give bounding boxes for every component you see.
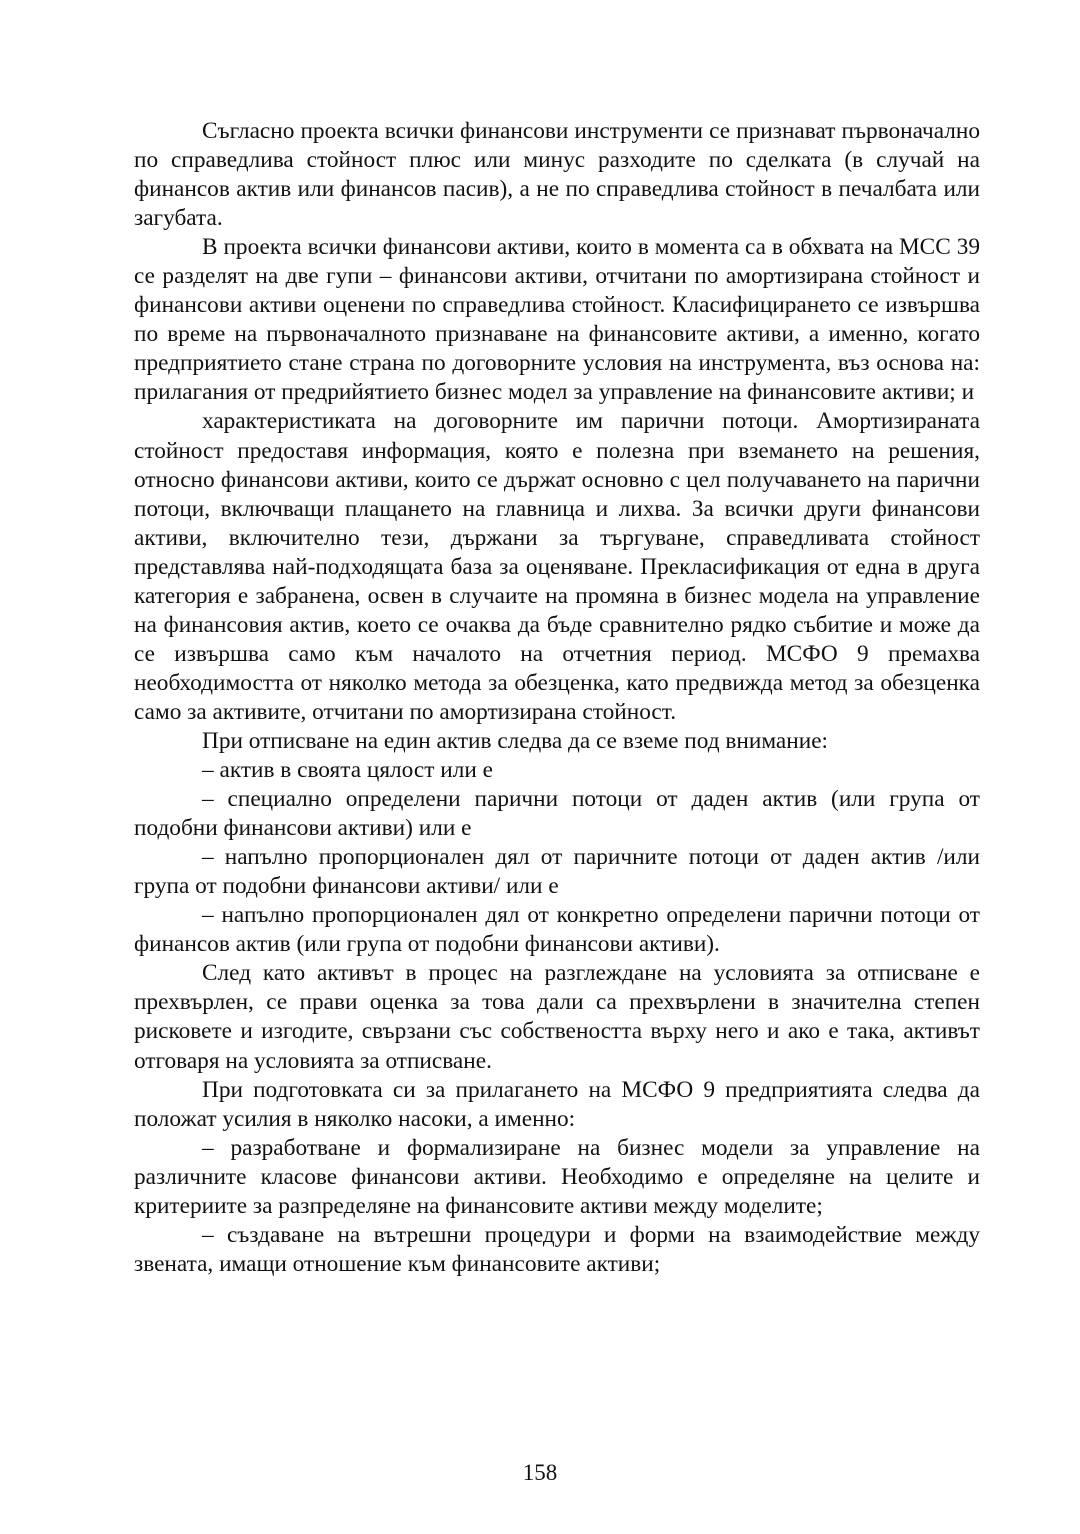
paragraph-3: характеристиката на договорните им парични потоци. Амортизираната стойност предоставя информация, която е полезна при вземането на решения, относно финансови активи, които се държат основно с цел получаването на парични потоци, включващи плащането на главница и лихва. За всички други финансови активи, включително тези, държани за търгуване, справедливата стойност представлява най-подходящата база за оценяване. Прекласификация от една в друга категория е забранена, освен в случаите на промяна в бизнес модела на управление на финансовия актив, което се очаква да бъде сравнително рядко събитие и може да се извършва само към началото на отчетния период. МСФО 9 премахва необходимостта от няколко метода за обезценка, като предвижда метод за обезценка само за активите, отчитани по амортизирана стойност. [134, 408, 980, 725]
list-item-6: – създаване на вътрешни процедури и форми на взаимодействие между звената, имащи отношение към финансовите активи; [134, 1221, 980, 1277]
paragraph-4: При отписване на един актив следва да се вземе под внимание: [202, 727, 829, 754]
list-item-4: – напълно пропорционален дял от конкретно определени парични потоци от финансов актив (или група от подобни финансови активи). [134, 902, 980, 958]
list-item-5: – разработване и формализиране на бизнес модели за управление на различните класове финансови активи. Необходимо е определяне на целите и критериите за разпределяне на финансовите активи между моделите; [134, 1134, 980, 1219]
list-item-2: – специално определени парични потоци от даден актив (или група от подобни финансови активи) или е [134, 786, 980, 842]
paragraph-1: Съгласно проекта всички финансови инструменти се признават първоначално по справедлива стойност плюс или минус разходите по сделката (в случай на финансов актив или финансов пасив), а не по справедлива стойност в печалбата или загубата. [134, 118, 980, 232]
list-item-1: – актив в своята цялост или е [202, 757, 493, 784]
page-number: 158 [522, 1460, 558, 1485]
list-item-3: – напълно пропорционален дял от паричните потоци от даден актив /или група от подобни финансови активи/ или е [134, 844, 980, 900]
body-text [134, 117, 980, 1279]
paragraph-2: В проекта всички финансови активи, които в момента са в обхвата на МСС 39 се разделят на две гупи – финансови активи, отчитани по амортизирана стойност и финансови активи оценени по справедлива стойност. Класифицирането се извършва по време на първоначалното признаване на финансовите активи, а именно, когато предприятието стане страна по договорните условия на инструмента, въз основа на: прилагания от предрийятието бизнес модел за управление на финансовите активи; и [134, 234, 980, 406]
paragraph-6: При подготовката си за прилагането на МСФО 9 предприятията следва да положат усилия в няколко насоки, а именно: [134, 1076, 980, 1132]
paragraph-5: След като активът в процес на разглеждане на условията за отписване е прехвърлен, се прави оценка за това дали са прехвърлени в значителна степен рисковете и изгодите, свързани със собствеността върху него и ако е така, активът отговаря на условията за отписване. [134, 960, 980, 1074]
